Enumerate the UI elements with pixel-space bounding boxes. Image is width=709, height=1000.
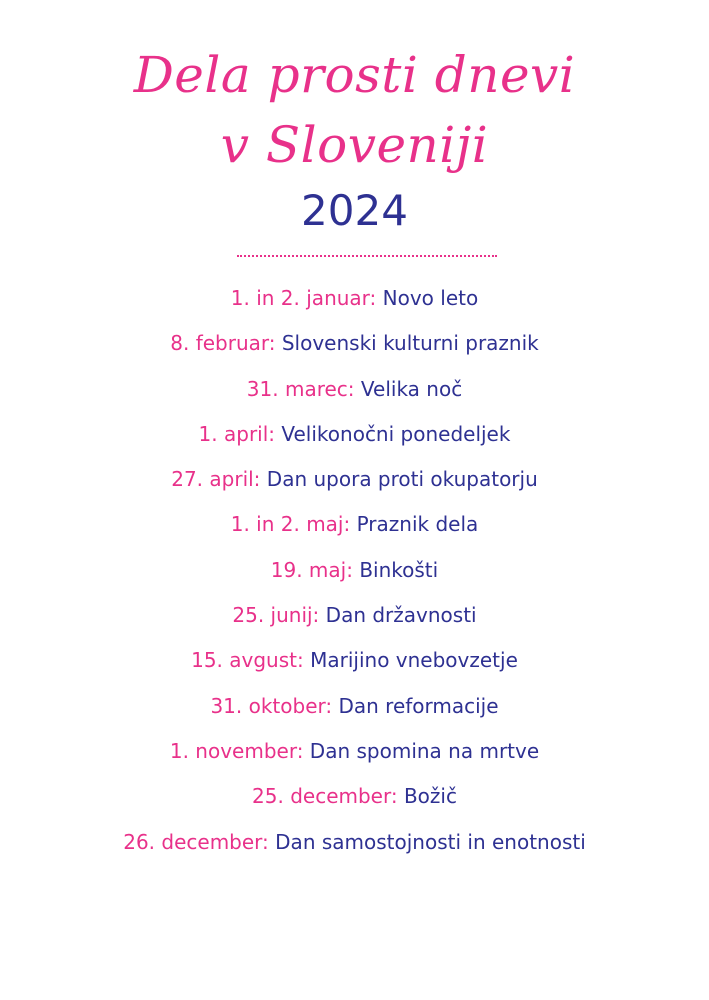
holiday-name: Dan spomina na mrtve: [309, 738, 540, 763]
holiday-date: 31. marec:: [246, 376, 355, 401]
holiday-item: [0, 778, 709, 823]
holiday-item: [0, 642, 709, 687]
holiday-date: 1. april:: [198, 421, 276, 446]
holiday-item: [0, 416, 709, 461]
holiday-item: [0, 824, 709, 869]
holiday-date: 25. junij:: [232, 603, 320, 628]
holiday-item: [0, 733, 709, 778]
holiday-name: Praznik dela: [356, 512, 479, 537]
holiday-date: 15. avgust:: [191, 648, 304, 673]
holiday-date: 26. december:: [123, 829, 269, 854]
holiday-date: 31. oktober:: [210, 693, 333, 718]
holiday-name: Božič: [403, 784, 457, 809]
holiday-name: Novo leto: [382, 286, 479, 310]
holiday-item: [0, 552, 709, 597]
holiday-name: Slovenski kulturni praznik: [281, 331, 539, 356]
holiday-date: 25. december:: [252, 784, 398, 809]
holiday-item: [0, 280, 709, 325]
holiday-name: Dan upora proti okupatorju: [266, 467, 538, 492]
holiday-name: Marijino vnebovzetje: [310, 648, 518, 673]
holiday-item: [0, 688, 709, 733]
holiday-name: Dan samostojnosti in enotnosti: [275, 829, 586, 854]
holiday-item: [0, 461, 709, 506]
title-line-2: v Sloveniji: [220, 116, 489, 174]
holiday-name: Velikonočni ponedeljek: [281, 421, 511, 446]
holiday-name: Velika noč: [360, 376, 463, 401]
holiday-date: 8. februar:: [170, 331, 276, 356]
dotted-divider: [237, 255, 497, 257]
holiday-item: [0, 325, 709, 370]
title-line-1: Dela prosti dnevi: [133, 46, 576, 104]
holiday-date: 1. in 2. januar:: [230, 286, 377, 310]
holiday-name: Dan reformacije: [338, 693, 499, 718]
holiday-item: [0, 597, 709, 642]
holiday-date: 27. april:: [171, 467, 261, 492]
holiday-date: 1. november:: [169, 738, 304, 763]
holiday-list: [0, 280, 709, 869]
holiday-name: Dan državnosti: [325, 603, 477, 628]
title-year: 2024: [301, 186, 408, 235]
holiday-item: [0, 371, 709, 416]
holiday-item: [0, 506, 709, 551]
holiday-name: Binkošti: [359, 557, 439, 582]
holiday-date: 19. maj:: [270, 557, 353, 582]
holiday-date: 1. in 2. maj:: [230, 512, 351, 537]
